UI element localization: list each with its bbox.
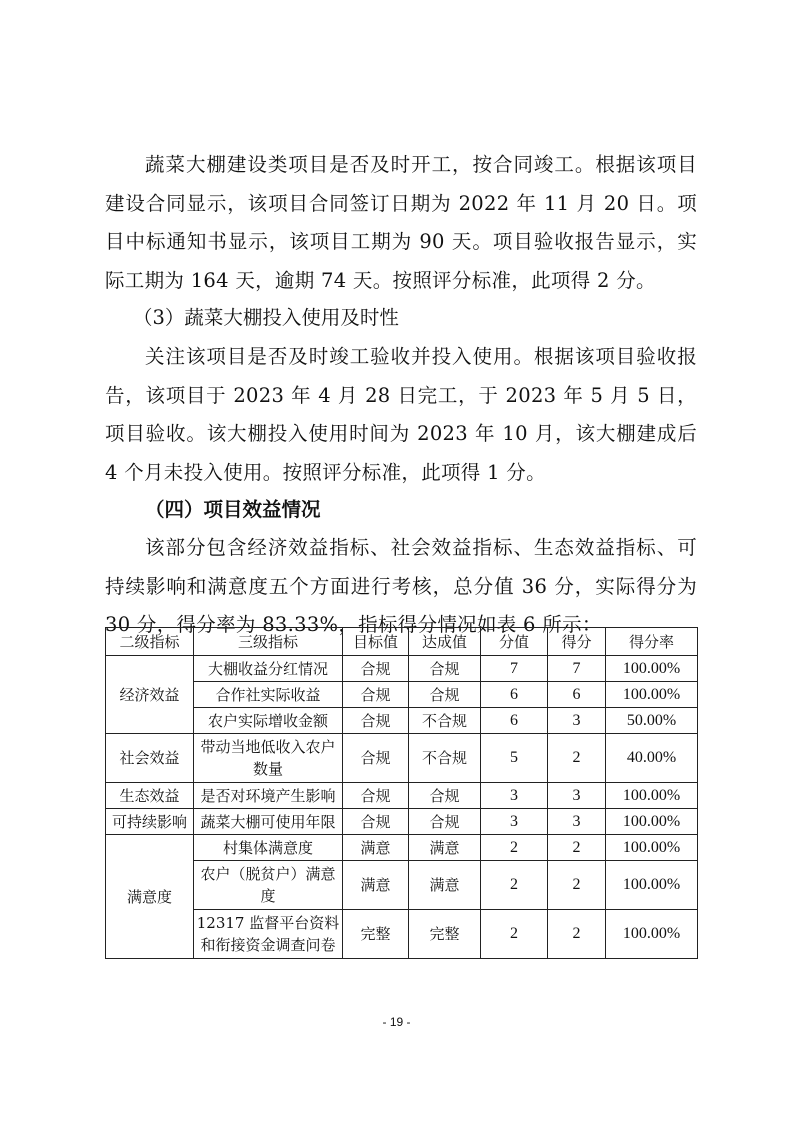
- indicator-cell: 农户（脱贫户）满意度: [194, 861, 343, 910]
- weight-cell: 2: [481, 861, 548, 910]
- table-row: [106, 861, 698, 910]
- score-cell: 2: [548, 835, 606, 861]
- table-row: [106, 783, 698, 809]
- indicator-cell: 12317 监督平台资料和衔接资金调查问卷: [194, 910, 343, 959]
- rate-cell: 50.00%: [606, 708, 698, 734]
- indicator-cell: 农户实际增收金额: [194, 708, 343, 734]
- rate-cell: 100.00%: [606, 861, 698, 910]
- header-cell: 得分率: [606, 628, 698, 656]
- rate-cell: 100.00%: [606, 656, 698, 682]
- table-row: [106, 835, 698, 861]
- indicator-cell: 大棚收益分红情况: [194, 656, 343, 682]
- rate-cell: 100.00%: [606, 809, 698, 835]
- header-cell: 达成值: [409, 628, 481, 656]
- group-cell: 可持续影响: [106, 809, 194, 835]
- group-cell: 满意度: [106, 835, 194, 959]
- header-cell: 分值: [481, 628, 548, 656]
- paragraph-usage-timeliness: [105, 338, 697, 492]
- table-row: [106, 708, 698, 734]
- score-cell: 3: [548, 809, 606, 835]
- paragraph-text: 蔬菜大棚建设类项目是否及时开工，按合同竣工。根据该项目建设合同显示，该项目合同签订日期为 2022 年 11 月 20 日。项目中标通知书显示，该项目工期为 90 天。项目验收报告显示，实际工期为 164 天，逾期 74 天。按照评分标准，此项得 2 分。: [105, 153, 697, 292]
- target-cell: 合规: [343, 734, 409, 783]
- achieved-cell: 满意: [409, 861, 481, 910]
- table-row: [106, 682, 698, 708]
- weight-cell: 2: [481, 835, 548, 861]
- weight-cell: 3: [481, 783, 548, 809]
- weight-cell: 6: [481, 682, 548, 708]
- rate-cell: 40.00%: [606, 734, 698, 783]
- header-cell: 二级指标: [106, 628, 194, 656]
- table-row: [106, 734, 698, 783]
- score-cell: 2: [548, 910, 606, 959]
- target-cell: 合规: [343, 783, 409, 809]
- rate-cell: 100.00%: [606, 682, 698, 708]
- achieved-cell: 合规: [409, 809, 481, 835]
- header-cell: 三级指标: [194, 628, 343, 656]
- target-cell: 满意: [343, 861, 409, 910]
- achieved-cell: 合规: [409, 783, 481, 809]
- group-cell: 生态效益: [106, 783, 194, 809]
- weight-cell: 2: [481, 910, 548, 959]
- indicator-cell: 带动当地低收入农户数量: [194, 734, 343, 783]
- header-cell: 得分: [548, 628, 606, 656]
- achieved-cell: 完整: [409, 910, 481, 959]
- score-cell: 2: [548, 861, 606, 910]
- table-row: [106, 809, 698, 835]
- score-cell: 7: [548, 656, 606, 682]
- target-cell: 满意: [343, 835, 409, 861]
- indicator-cell: 蔬菜大棚可使用年限: [194, 809, 343, 835]
- score-cell: 3: [548, 783, 606, 809]
- achieved-cell: 合规: [409, 682, 481, 708]
- paragraph-text: 该部分包含经济效益指标、社会效益指标、生态效益指标、可持续影响和满意度五个方面进行考核，总分值 36 分，实际得分为 30 分，得分率为 83.33%，指标得分情况如表 6 所示：: [105, 536, 697, 636]
- weight-cell: 6: [481, 708, 548, 734]
- rate-cell: 100.00%: [606, 910, 698, 959]
- weight-cell: 3: [481, 809, 548, 835]
- table-header-row: [106, 628, 698, 656]
- weight-cell: 7: [481, 656, 548, 682]
- weight-cell: 5: [481, 734, 548, 783]
- section-heading-3: （3）蔬菜大棚投入使用及时性: [133, 306, 399, 329]
- score-table: [105, 627, 698, 959]
- target-cell: 完整: [343, 910, 409, 959]
- score-cell: 3: [548, 708, 606, 734]
- achieved-cell: 不合规: [409, 734, 481, 783]
- target-cell: 合规: [343, 708, 409, 734]
- paragraph-text: 关注该项目是否及时竣工验收并投入使用。根据该项目验收报告，该项目于 2023 年 4 月 28 日完工，于 2023 年 5 月 5 日，项目验收。该大棚投入使用时间为 2023 年 10 月，该大棚建成后 4 个月未投入使用。按照评分标准，此项得 1 分。: [105, 345, 697, 484]
- table-row: [106, 656, 698, 682]
- group-cell: 社会效益: [106, 734, 194, 783]
- indicator-cell: 是否对环境产生影响: [194, 783, 343, 809]
- target-cell: 合规: [343, 809, 409, 835]
- score-cell: 2: [548, 734, 606, 783]
- header-cell: 目标值: [343, 628, 409, 656]
- achieved-cell: 不合规: [409, 708, 481, 734]
- group-cell: 经济效益: [106, 656, 194, 734]
- achieved-cell: 满意: [409, 835, 481, 861]
- paragraph-construction-timeliness: [105, 146, 697, 300]
- table-row: [106, 910, 698, 959]
- section-heading-4: （四）项目效益情况: [145, 498, 321, 521]
- achieved-cell: 合规: [409, 656, 481, 682]
- score-cell: 6: [548, 682, 606, 708]
- page-number: - 19 -: [382, 1015, 411, 1029]
- target-cell: 合规: [343, 682, 409, 708]
- indicator-cell: 村集体满意度: [194, 835, 343, 861]
- rate-cell: 100.00%: [606, 835, 698, 861]
- rate-cell: 100.00%: [606, 783, 698, 809]
- indicator-cell: 合作社实际收益: [194, 682, 343, 708]
- target-cell: 合规: [343, 656, 409, 682]
